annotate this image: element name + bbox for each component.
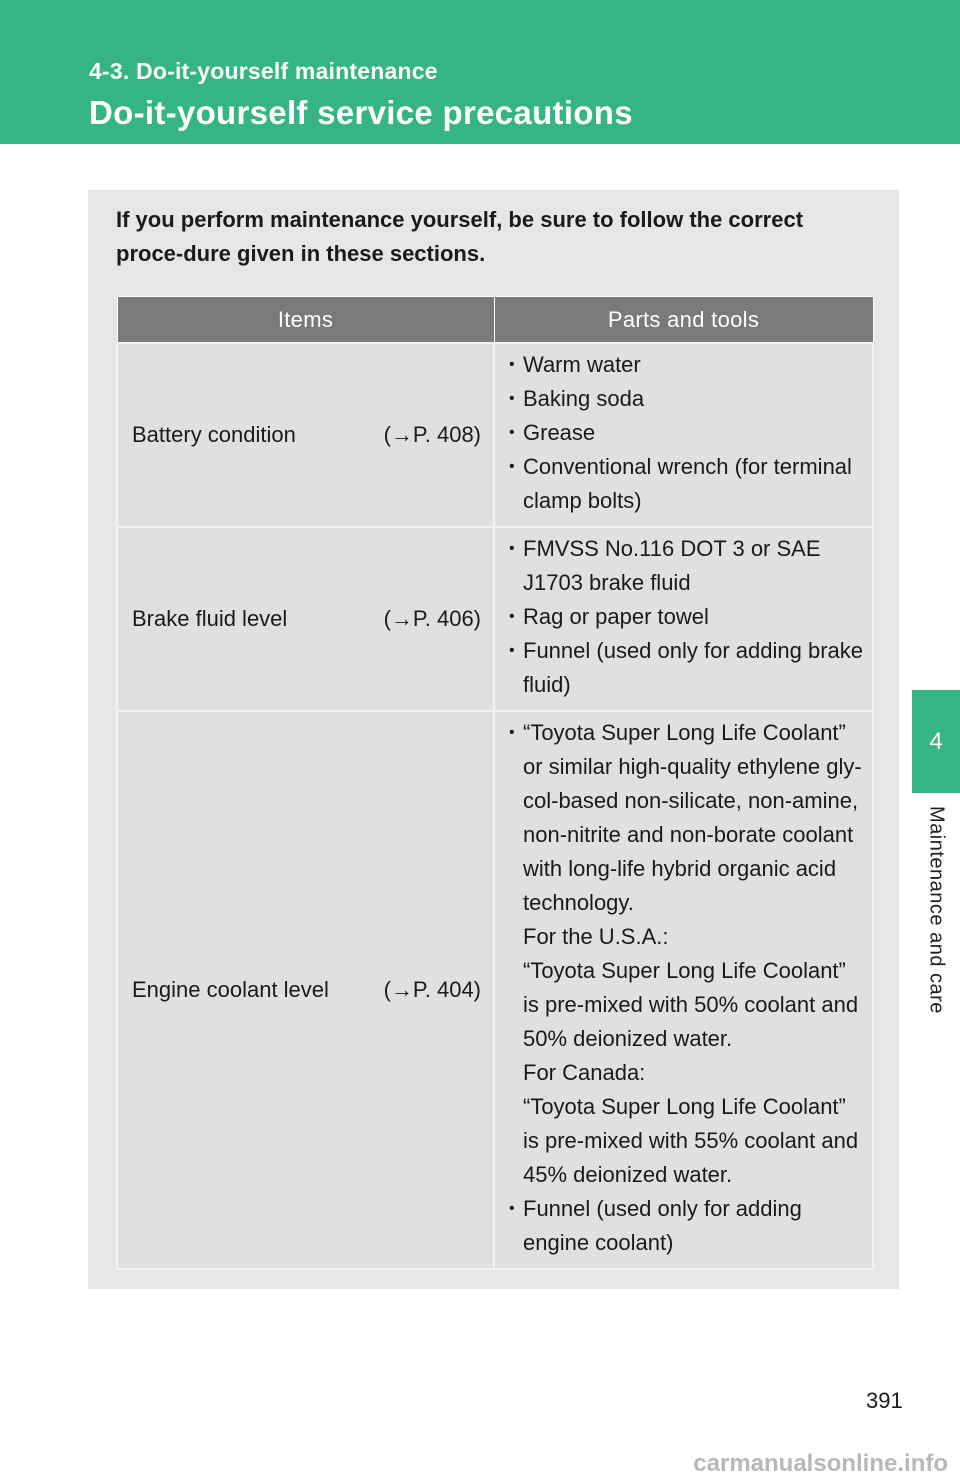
list-item: • Grease — [509, 416, 864, 450]
section-label: 4-3. Do-it-yourself maintenance — [89, 58, 438, 84]
list-item: • Warm water — [509, 348, 864, 382]
item-name: Brake fluid level — [132, 606, 288, 631]
list-item: • Funnel (used only for adding engine coolant) — [509, 1192, 864, 1260]
parts-cell — [494, 527, 873, 711]
coolant-spec: “Toyota Super Long Life Coolant” or similar high-quality ethylene gly-col-based non-silicate, non-amine, non-nitrite and non-borate coolant with long-life hybrid organic acid technology. — [523, 720, 862, 915]
item-name: Engine coolant level — [132, 977, 329, 1002]
item-cell — [117, 711, 494, 1269]
region-label-canada: For Canada: — [523, 1060, 646, 1085]
intro-text: If you perform maintenance yourself, be sure to follow the correct proce-dure given in these sections. — [116, 207, 804, 266]
column-header-parts: Parts and tools — [494, 297, 873, 344]
item-cell — [117, 527, 494, 711]
page-title: Do-it-yourself service precautions — [89, 94, 633, 131]
chapter-tab[interactable] — [912, 690, 960, 793]
list-item: • Funnel (used only for adding brake fluid) — [509, 634, 864, 702]
page-reference-link[interactable]: (→P. 404) — [383, 977, 481, 1002]
page-reference-link[interactable]: (→P. 408) — [383, 422, 481, 447]
region-note-usa: “Toyota Super Long Life Coolant” is pre-mixed with 50% coolant and 50% deionized water. — [523, 958, 859, 1051]
region-label-usa: For the U.S.A.: — [523, 924, 669, 949]
list-item: • Conventional wrench (for terminal clamp bolts) — [509, 450, 864, 518]
parts-cell — [494, 343, 873, 527]
table-row — [117, 527, 873, 711]
parts-list — [509, 716, 864, 1260]
table-header-row — [117, 297, 873, 344]
parts-tools-table — [116, 296, 874, 1270]
region-note-canada: “Toyota Super Long Life Coolant” is pre-mixed with 55% coolant and 45% deionized water. — [523, 1094, 859, 1187]
list-item: • Rag or paper towel — [509, 600, 864, 634]
item-cell — [117, 343, 494, 527]
list-item: • FMVSS No.116 DOT 3 or SAE J1703 brake fluid — [509, 532, 864, 600]
page-number: 391 — [866, 1388, 903, 1413]
item-name: Battery condition — [132, 422, 296, 447]
table-row — [117, 343, 873, 527]
chapter-label: Maintenance and care — [925, 806, 948, 1014]
parts-cell — [494, 711, 873, 1269]
column-header-items: Items — [117, 297, 494, 344]
chapter-number: 4 — [929, 727, 943, 755]
parts-list — [509, 532, 864, 702]
list-item: • Baking soda — [509, 382, 864, 416]
parts-list — [509, 348, 864, 518]
list-item — [509, 716, 864, 1192]
watermark-text: carmanualsonline.info — [693, 1450, 948, 1477]
header-bar — [0, 0, 960, 144]
table-row — [117, 711, 873, 1269]
page-reference-link[interactable]: (→P. 406) — [383, 606, 481, 631]
